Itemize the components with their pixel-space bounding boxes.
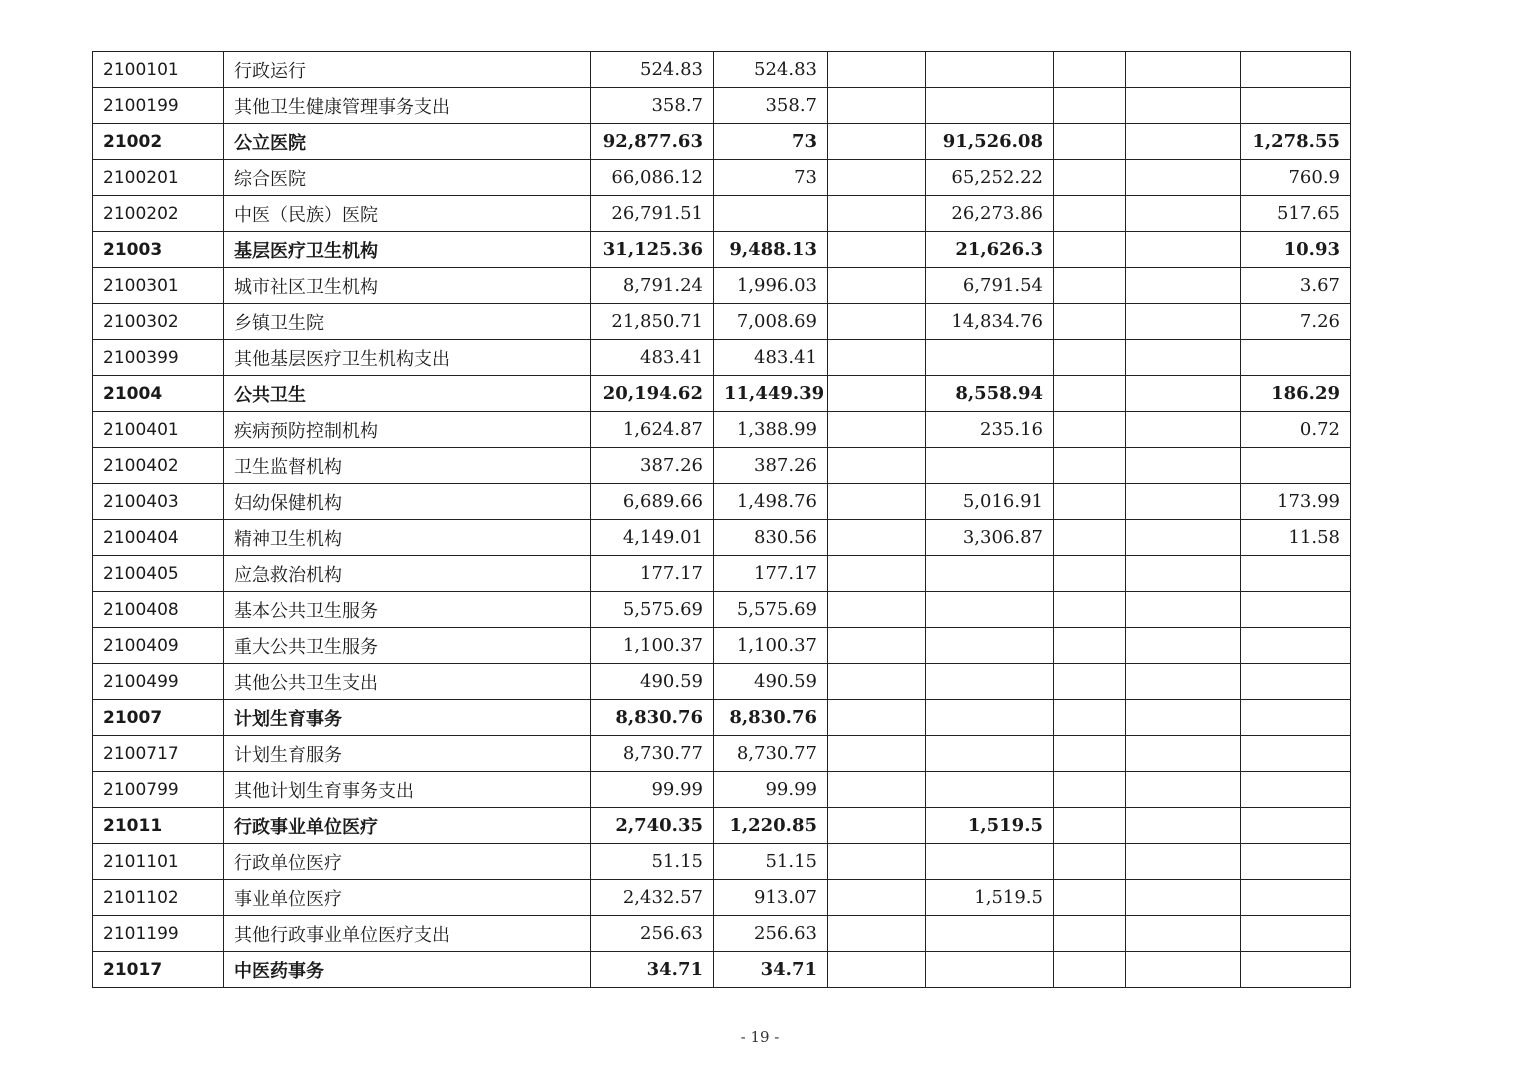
code-cell: 21011 (93, 808, 224, 844)
total-cell: 387.26 (591, 448, 714, 484)
code-cell: 2100717 (93, 736, 224, 772)
table-row (93, 916, 1351, 952)
col-8-cell (1126, 772, 1241, 808)
total-cell: 31,125.36 (591, 232, 714, 268)
col-5-cell (828, 448, 926, 484)
name-cell: 中医药事务 (224, 952, 591, 988)
col-5-cell (828, 736, 926, 772)
table-row (93, 556, 1351, 592)
col-8-cell (1126, 592, 1241, 628)
col-7-cell (1054, 160, 1126, 196)
col-8-cell (1126, 448, 1241, 484)
table-row (93, 592, 1351, 628)
table-row (93, 700, 1351, 736)
code-cell: 2100301 (93, 268, 224, 304)
total-cell: 4,149.01 (591, 520, 714, 556)
total-cell: 358.7 (591, 88, 714, 124)
col-6-cell: 26,273.86 (926, 196, 1054, 232)
col-5-cell (828, 484, 926, 520)
col-5-cell (828, 304, 926, 340)
col-5-cell (828, 556, 926, 592)
col-8-cell (1126, 196, 1241, 232)
col-8-cell (1126, 952, 1241, 988)
col-6-cell: 6,791.54 (926, 268, 1054, 304)
col-5-cell (828, 772, 926, 808)
name-cell: 城市社区卫生机构 (224, 268, 591, 304)
col-7-cell (1054, 448, 1126, 484)
table-row (93, 844, 1351, 880)
col-6-cell: 8,558.94 (926, 376, 1054, 412)
name-cell: 应急救治机构 (224, 556, 591, 592)
col-4-cell: 5,575.69 (714, 592, 828, 628)
code-cell: 2100401 (93, 412, 224, 448)
col-4-cell: 490.59 (714, 664, 828, 700)
table-row (93, 520, 1351, 556)
code-cell: 2100201 (93, 160, 224, 196)
col-6-cell: 1,519.5 (926, 880, 1054, 916)
col-4-cell: 73 (714, 124, 828, 160)
col-8-cell (1126, 160, 1241, 196)
col-6-cell (926, 700, 1054, 736)
name-cell: 重大公共卫生服务 (224, 628, 591, 664)
col-9-cell: 173.99 (1241, 484, 1351, 520)
col-4-cell: 1,220.85 (714, 808, 828, 844)
col-4-cell: 7,008.69 (714, 304, 828, 340)
col-8-cell (1126, 664, 1241, 700)
col-8-cell (1126, 700, 1241, 736)
code-cell: 2100499 (93, 664, 224, 700)
col-7-cell (1054, 484, 1126, 520)
col-8-cell (1126, 628, 1241, 664)
col-9-cell (1241, 844, 1351, 880)
name-cell: 妇幼保健机构 (224, 484, 591, 520)
col-6-cell (926, 952, 1054, 988)
col-7-cell (1054, 880, 1126, 916)
col-7-cell (1054, 916, 1126, 952)
name-cell: 事业单位医疗 (224, 880, 591, 916)
col-6-cell (926, 592, 1054, 628)
code-cell: 2100402 (93, 448, 224, 484)
col-8-cell (1126, 736, 1241, 772)
col-8-cell (1126, 304, 1241, 340)
name-cell: 疾病预防控制机构 (224, 412, 591, 448)
col-4-cell: 34.71 (714, 952, 828, 988)
table-row (93, 808, 1351, 844)
col-6-cell (926, 556, 1054, 592)
col-8-cell (1126, 52, 1241, 88)
col-7-cell (1054, 736, 1126, 772)
code-cell: 2100399 (93, 340, 224, 376)
col-7-cell (1054, 664, 1126, 700)
col-4-cell (714, 196, 828, 232)
col-7-cell (1054, 376, 1126, 412)
col-6-cell: 1,519.5 (926, 808, 1054, 844)
name-cell: 卫生监督机构 (224, 448, 591, 484)
col-6-cell (926, 916, 1054, 952)
col-5-cell (828, 808, 926, 844)
code-cell: 2100404 (93, 520, 224, 556)
col-7-cell (1054, 88, 1126, 124)
col-7-cell (1054, 808, 1126, 844)
name-cell: 其他卫生健康管理事务支出 (224, 88, 591, 124)
col-4-cell: 9,488.13 (714, 232, 828, 268)
col-5-cell (828, 232, 926, 268)
code-cell: 2101102 (93, 880, 224, 916)
col-5-cell (828, 160, 926, 196)
col-7-cell (1054, 700, 1126, 736)
col-7-cell (1054, 772, 1126, 808)
col-7-cell (1054, 520, 1126, 556)
table-row (93, 412, 1351, 448)
col-5-cell (828, 664, 926, 700)
col-6-cell: 65,252.22 (926, 160, 1054, 196)
col-6-cell (926, 340, 1054, 376)
col-5-cell (828, 196, 926, 232)
col-7-cell (1054, 556, 1126, 592)
total-cell: 177.17 (591, 556, 714, 592)
col-8-cell (1126, 232, 1241, 268)
col-7-cell (1054, 340, 1126, 376)
code-cell: 21002 (93, 124, 224, 160)
col-6-cell: 21,626.3 (926, 232, 1054, 268)
col-8-cell (1126, 484, 1241, 520)
col-6-cell: 14,834.76 (926, 304, 1054, 340)
total-cell: 34.71 (591, 952, 714, 988)
col-5-cell (828, 124, 926, 160)
col-9-cell (1241, 448, 1351, 484)
col-9-cell: 7.26 (1241, 304, 1351, 340)
name-cell: 其他计划生育事务支出 (224, 772, 591, 808)
col-9-cell (1241, 916, 1351, 952)
col-4-cell: 73 (714, 160, 828, 196)
col-8-cell (1126, 340, 1241, 376)
col-8-cell (1126, 556, 1241, 592)
col-9-cell (1241, 664, 1351, 700)
col-5-cell (828, 88, 926, 124)
code-cell: 2101199 (93, 916, 224, 952)
col-9-cell (1241, 52, 1351, 88)
col-9-cell: 10.93 (1241, 232, 1351, 268)
col-7-cell (1054, 592, 1126, 628)
total-cell: 26,791.51 (591, 196, 714, 232)
col-4-cell: 483.41 (714, 340, 828, 376)
col-8-cell (1126, 124, 1241, 160)
col-4-cell: 1,996.03 (714, 268, 828, 304)
total-cell: 99.99 (591, 772, 714, 808)
col-8-cell (1126, 376, 1241, 412)
table-row (93, 628, 1351, 664)
total-cell: 483.41 (591, 340, 714, 376)
col-5-cell (828, 376, 926, 412)
col-6-cell (926, 628, 1054, 664)
col-9-cell: 1,278.55 (1241, 124, 1351, 160)
table-row (93, 196, 1351, 232)
table-row (93, 880, 1351, 916)
col-6-cell: 91,526.08 (926, 124, 1054, 160)
col-7-cell (1054, 268, 1126, 304)
col-5-cell (828, 412, 926, 448)
total-cell: 92,877.63 (591, 124, 714, 160)
col-5-cell (828, 844, 926, 880)
col-5-cell (828, 52, 926, 88)
table-row (93, 448, 1351, 484)
col-7-cell (1054, 124, 1126, 160)
col-5-cell (828, 880, 926, 916)
name-cell: 行政运行 (224, 52, 591, 88)
name-cell: 公立医院 (224, 124, 591, 160)
table-row (93, 772, 1351, 808)
col-9-cell: 186.29 (1241, 376, 1351, 412)
col-8-cell (1126, 520, 1241, 556)
col-6-cell (926, 52, 1054, 88)
col-9-cell (1241, 880, 1351, 916)
col-9-cell: 11.58 (1241, 520, 1351, 556)
table-row (93, 952, 1351, 988)
name-cell: 中医（民族）医院 (224, 196, 591, 232)
col-9-cell: 760.9 (1241, 160, 1351, 196)
name-cell: 计划生育服务 (224, 736, 591, 772)
table-row (93, 484, 1351, 520)
col-5-cell (828, 628, 926, 664)
col-6-cell (926, 448, 1054, 484)
col-5-cell (828, 952, 926, 988)
col-4-cell: 1,100.37 (714, 628, 828, 664)
code-cell: 21017 (93, 952, 224, 988)
col-4-cell: 1,498.76 (714, 484, 828, 520)
col-4-cell: 524.83 (714, 52, 828, 88)
col-4-cell: 51.15 (714, 844, 828, 880)
col-9-cell (1241, 772, 1351, 808)
col-6-cell (926, 736, 1054, 772)
name-cell: 精神卫生机构 (224, 520, 591, 556)
col-8-cell (1126, 268, 1241, 304)
total-cell: 6,689.66 (591, 484, 714, 520)
total-cell: 8,730.77 (591, 736, 714, 772)
table-body (93, 52, 1351, 988)
total-cell: 2,432.57 (591, 880, 714, 916)
col-6-cell: 5,016.91 (926, 484, 1054, 520)
table-row (93, 52, 1351, 88)
total-cell: 20,194.62 (591, 376, 714, 412)
table-row (93, 340, 1351, 376)
col-6-cell: 235.16 (926, 412, 1054, 448)
col-8-cell (1126, 808, 1241, 844)
name-cell: 综合医院 (224, 160, 591, 196)
name-cell: 乡镇卫生院 (224, 304, 591, 340)
code-cell: 2100403 (93, 484, 224, 520)
col-7-cell (1054, 196, 1126, 232)
col-6-cell (926, 772, 1054, 808)
total-cell: 2,740.35 (591, 808, 714, 844)
col-9-cell (1241, 556, 1351, 592)
code-cell: 2100202 (93, 196, 224, 232)
total-cell: 1,624.87 (591, 412, 714, 448)
col-9-cell: 3.67 (1241, 268, 1351, 304)
code-cell: 2100405 (93, 556, 224, 592)
col-7-cell (1054, 412, 1126, 448)
col-6-cell (926, 844, 1054, 880)
col-6-cell: 3,306.87 (926, 520, 1054, 556)
col-4-cell: 1,388.99 (714, 412, 828, 448)
col-9-cell (1241, 592, 1351, 628)
code-cell: 2100302 (93, 304, 224, 340)
col-9-cell (1241, 952, 1351, 988)
name-cell: 计划生育事务 (224, 700, 591, 736)
col-6-cell (926, 664, 1054, 700)
code-cell: 2100199 (93, 88, 224, 124)
table-row (93, 304, 1351, 340)
total-cell: 51.15 (591, 844, 714, 880)
name-cell: 行政事业单位医疗 (224, 808, 591, 844)
name-cell: 基本公共卫生服务 (224, 592, 591, 628)
table-row (93, 376, 1351, 412)
col-5-cell (828, 340, 926, 376)
col-4-cell: 830.56 (714, 520, 828, 556)
col-4-cell: 387.26 (714, 448, 828, 484)
col-4-cell: 99.99 (714, 772, 828, 808)
col-7-cell (1054, 628, 1126, 664)
table-row (93, 232, 1351, 268)
col-4-cell: 358.7 (714, 88, 828, 124)
total-cell: 21,850.71 (591, 304, 714, 340)
total-cell: 8,791.24 (591, 268, 714, 304)
table-row (93, 736, 1351, 772)
col-8-cell (1126, 916, 1241, 952)
col-5-cell (828, 700, 926, 736)
table-row (93, 664, 1351, 700)
table-row (93, 160, 1351, 196)
table-row (93, 124, 1351, 160)
total-cell: 1,100.37 (591, 628, 714, 664)
col-5-cell (828, 268, 926, 304)
total-cell: 490.59 (591, 664, 714, 700)
name-cell: 其他基层医疗卫生机构支出 (224, 340, 591, 376)
name-cell: 其他行政事业单位医疗支出 (224, 916, 591, 952)
col-4-cell: 8,730.77 (714, 736, 828, 772)
col-4-cell: 177.17 (714, 556, 828, 592)
total-cell: 66,086.12 (591, 160, 714, 196)
code-cell: 2100799 (93, 772, 224, 808)
total-cell: 524.83 (591, 52, 714, 88)
col-8-cell (1126, 844, 1241, 880)
name-cell: 行政单位医疗 (224, 844, 591, 880)
col-4-cell: 8,830.76 (714, 700, 828, 736)
col-9-cell (1241, 808, 1351, 844)
col-9-cell (1241, 736, 1351, 772)
budget-table (92, 51, 1351, 988)
table-row (93, 268, 1351, 304)
code-cell: 21004 (93, 376, 224, 412)
total-cell: 8,830.76 (591, 700, 714, 736)
col-9-cell (1241, 628, 1351, 664)
col-9-cell (1241, 700, 1351, 736)
col-4-cell: 256.63 (714, 916, 828, 952)
col-5-cell (828, 592, 926, 628)
code-cell: 21003 (93, 232, 224, 268)
col-8-cell (1126, 880, 1241, 916)
col-8-cell (1126, 412, 1241, 448)
total-cell: 5,575.69 (591, 592, 714, 628)
col-9-cell: 0.72 (1241, 412, 1351, 448)
page-number: - 19 - (740, 1028, 780, 1046)
col-7-cell (1054, 844, 1126, 880)
code-cell: 2100408 (93, 592, 224, 628)
total-cell: 256.63 (591, 916, 714, 952)
code-cell: 2100101 (93, 52, 224, 88)
code-cell: 2101101 (93, 844, 224, 880)
col-9-cell (1241, 340, 1351, 376)
col-8-cell (1126, 88, 1241, 124)
col-7-cell (1054, 952, 1126, 988)
table-row (93, 88, 1351, 124)
col-5-cell (828, 520, 926, 556)
code-cell: 21007 (93, 700, 224, 736)
name-cell: 公共卫生 (224, 376, 591, 412)
name-cell: 基层医疗卫生机构 (224, 232, 591, 268)
col-6-cell (926, 88, 1054, 124)
col-9-cell (1241, 88, 1351, 124)
col-9-cell: 517.65 (1241, 196, 1351, 232)
code-cell: 2100409 (93, 628, 224, 664)
col-7-cell (1054, 52, 1126, 88)
col-5-cell (828, 916, 926, 952)
col-4-cell: 11,449.39 (714, 376, 828, 412)
name-cell: 其他公共卫生支出 (224, 664, 591, 700)
col-7-cell (1054, 232, 1126, 268)
col-7-cell (1054, 304, 1126, 340)
col-4-cell: 913.07 (714, 880, 828, 916)
